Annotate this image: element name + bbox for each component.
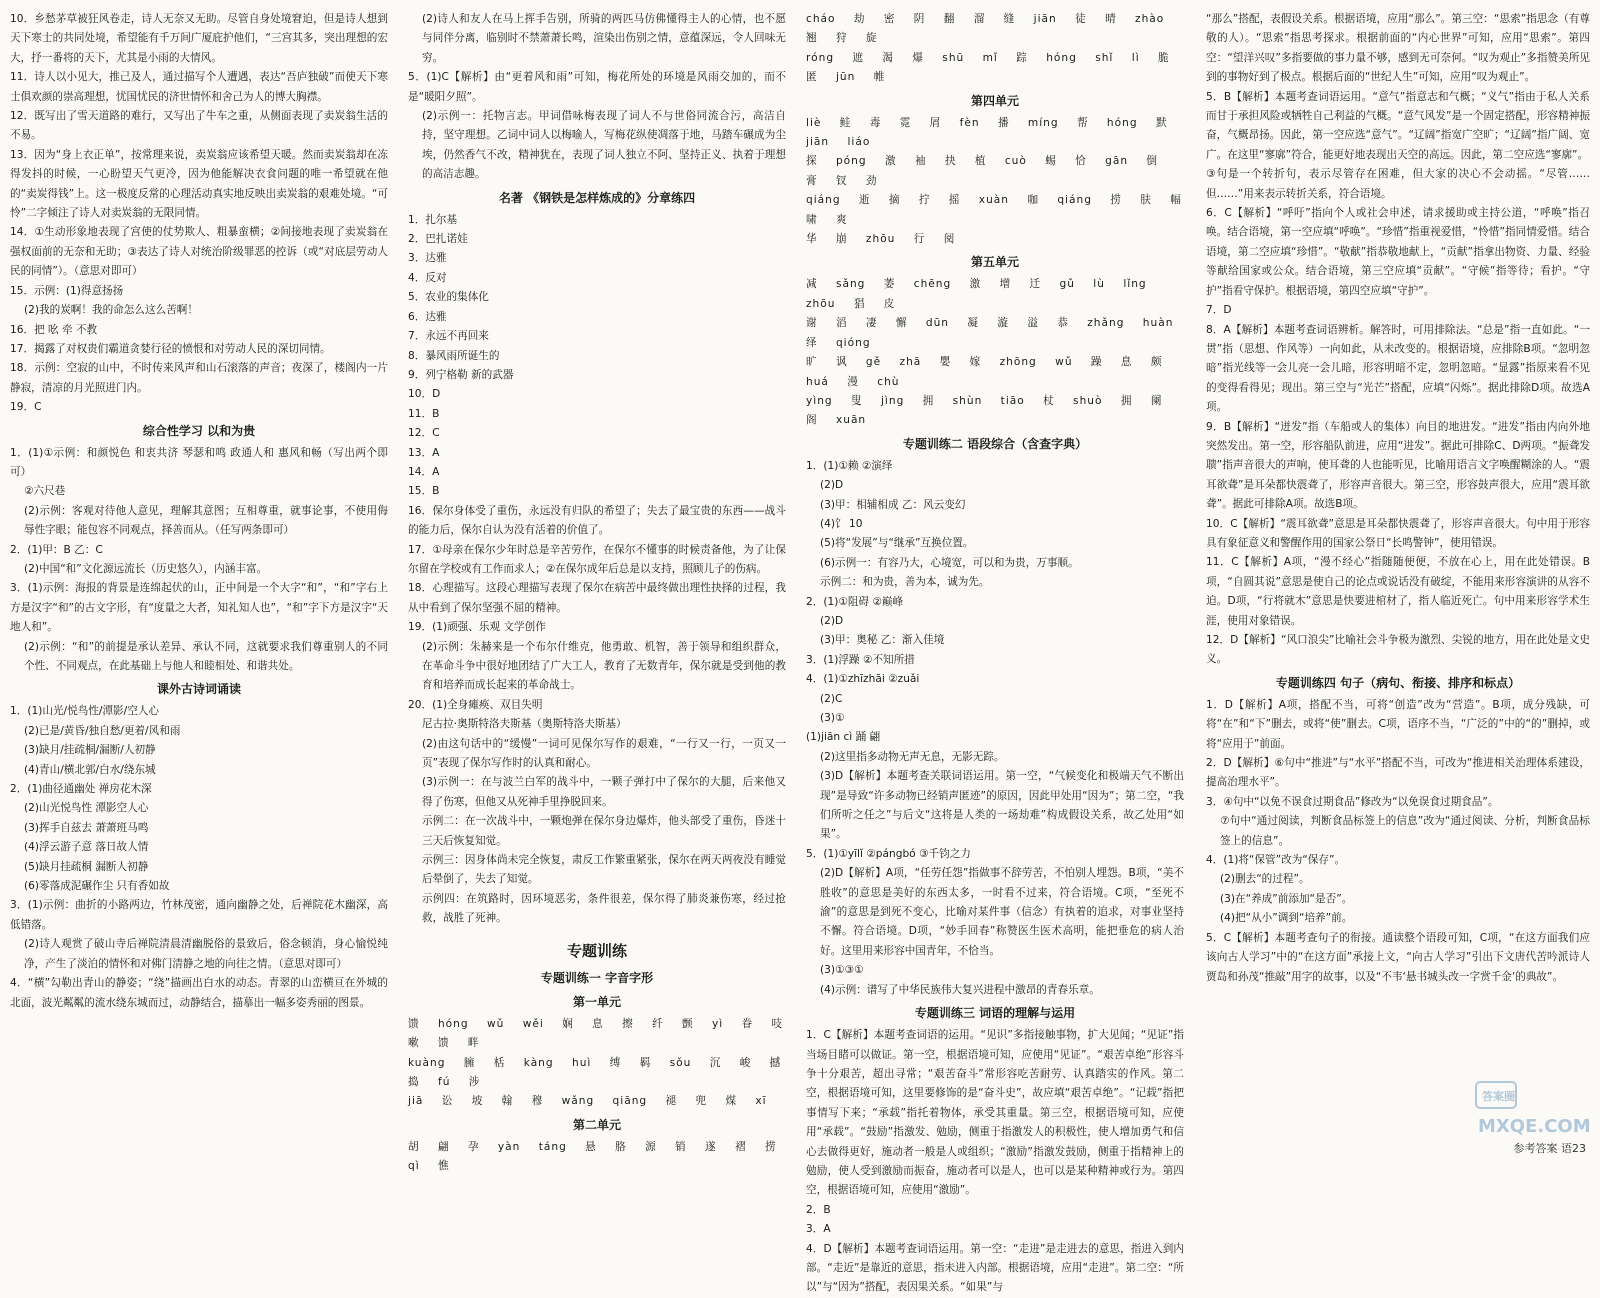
answer-item: (6)示例一：有容乃大，心境宽，可以和为贵，万事顺。 [820, 556, 1079, 569]
answer-item: 3．A [806, 1223, 831, 1236]
answer-item: (2)示例：朱赫来是一个布尔什维克，他勇敢、机智，善于领导和组织群众，在革命斗争中很好地团结了广大工人，教育了无数青年，保尔就是受到他的教育和培养而成长起来的革命战士。 [422, 640, 786, 692]
answer-item: 16．把 吆 牵 不教 [10, 323, 98, 336]
pinyin-line: 谢 滔 凄 懈 dūn 凝 漩 溢 恭 zhǎng huàn 绎 qióng [806, 317, 1174, 349]
answer-item: 4．“横”勾勒出青山的静姿；“绕”描画出白水的动态。青翠的山峦横亘在外城的北面，波光粼粼的流水绕东城而过，动静结合，描摹出一幅多姿秀丽的图景。 [10, 977, 388, 1009]
answer-item: (3)甲：奥秘 乙：渐入佳境 [820, 634, 945, 647]
answer-item: (3)在“养成”前添加“是否”。 [1220, 892, 1353, 905]
answer-item: 示例三：因身体尚未完全恢复，肃反工作繁重紧张，保尔在两天两夜没有睡觉后晕倒了，失去了知觉。 [422, 854, 786, 886]
column-4 [1206, 10, 1590, 1140]
answer-item: 19．(1)顽强、乐观 文学创作 [408, 621, 546, 634]
answer-item: 1．(1)①示例：和颜悦色 和衷共济 琴瑟和鸣 政通人和 惠风和畅（写出两个即可） [10, 446, 388, 478]
pinyin-line: 旷 讽 gě zhā 嬰 嫁 zhōng wǔ 躁 息 颇 huá 漫 chù [806, 356, 1163, 388]
answer-item: 17．揭露了对权贵们霸道贪婪行径的愤恨和对劳动人民的深切同情。 [10, 342, 331, 355]
answer-item: (2)已是/黄昏/独自愁/更着/风和雨 [24, 724, 181, 737]
answer-item: 3．(1)示例：海报的背景是连绵起伏的山，正中间是一个大字“和”，“和”字右上方是汉字“和”的古文字形，有“度量之大者，知礼知人也”，“和”字下方是汉字“天地人和”。 [10, 582, 388, 634]
answer-item: (5)将“发展”与“继承”互换位置。 [820, 537, 974, 550]
answer-item: (6)零落成泥碾作尘 只有香如故 [24, 880, 170, 893]
answer-item: (5)缺月挂疏桐 漏断人初静 [24, 860, 149, 873]
answer-item: (3)D【解析】本题考查关联词语运用。第一空，“气候变化和极端天气不断出现”是导致“许多动物已经销声匿迹”的原因，因此甲处用“因为”；第二空，“我们所听之任之”与后文“这将是人类的一场劫难”构成假设关系，故乙处用“如果”。 [820, 770, 1184, 841]
section-heading: 第五单元 [970, 255, 1019, 270]
pinyin-line: 华 崩 zhōu 行 阅 [806, 233, 956, 246]
answer-item: (2)中国“和”文化源远流长（历史悠久），内涵丰富。 [24, 562, 268, 575]
answer-item: 12．D【解析】“风口浪尖”比喻社会斗争极为激烈、尖锐的地方，用在此处是文史义。 [1206, 634, 1590, 666]
answer-item: 2．D【解析】⑥句中“推进”与“水平”搭配不当，可改为“推进相关治理体系建设，提高治理水平”。 [1206, 757, 1590, 789]
answer-item: 18．示例：空寂的山中，不时传来风声和山石滚落的声音；夜深了，楼阁内一片静寂，清凉的月光照进门内。 [10, 362, 388, 394]
answer-item: (4)把“从小”调到“培养”前。 [1220, 912, 1353, 925]
answer-item: 2．B [806, 1203, 831, 1216]
watermark-logo [1474, 1080, 1591, 1140]
answer-item: 10．D [408, 388, 441, 401]
section-heading: 课外古诗词诵读 [156, 682, 241, 697]
answer-item: (4)浮云游子意 落日故人情 [24, 841, 149, 854]
answer-item: 4．(1)①zhīzhāi ②zuǎi [806, 673, 920, 686]
section-heading: 第二单元 [572, 1117, 621, 1132]
answer-item: 13．因为“身上衣正单”，按常理来说，卖炭翁应该希望天暖。然而卖炭翁却在冻得发抖的时候，一心盼望天气更冷，因为他能解决衣食问题的唯一希望就在他的“卖炭得钱”上。这一极度反常的心理活动真实地反映出卖炭翁的艰难处境。“可怜”二字倾注了诗人对卖炭翁的无限同情。 [10, 148, 388, 220]
answer-item: 1．扎尔基 [408, 213, 458, 226]
column-3 [806, 10, 1184, 1294]
pinyin-line: 减 sǎng 萎 chēng 激 增 迁 gǔ lù lǐng zhōu 猖 皮 [806, 278, 1147, 310]
pinyin-line: 馈 hóng wǔ wěi 娴 息 擦 纤 颤 yì 眷 吱 嗽 馈 畔 [408, 1017, 784, 1050]
answer-item: 5．农业的集体化 [408, 291, 489, 304]
page-number: 语23 [1561, 1141, 1586, 1155]
answer-item: 示例二：和为贵，善为本，诚为先。 [820, 576, 990, 589]
answer-item: (3)①③① [820, 964, 864, 977]
answer-item: 2．(1)①阻碍 ②巅峰 [806, 595, 904, 608]
answer-item: “那么”搭配，表假设关系。根据语境，应用“那么”。第三空：“思索”指思念（有尊敬的人）。“思索”指思考探求。根据前面的“内心世界”可知，应用“思索”。第四空：“望洋兴叹”多指要做的事力量不够，感到无可奈何。“叹为观止”多指赞美所见到的事物好到了极点。根据后面的“世纪人生”可知，应用“叹为观止”。 [1206, 13, 1590, 84]
answer-item: (4)饣 10 [820, 517, 863, 530]
answer-item: 3．(1)浮躁 ②不知所措 [806, 653, 915, 666]
answer-item: 2．巴扎诺娃 [408, 233, 468, 246]
answer-item: (2)示例一：托物言志。甲词借咏梅表现了词人不与世俗同流合污，高洁自持，坚守理想。乙词中词人以梅喻人，写梅花纵使凋落于地，马踏车碾成为尘埃，仍然香气不改，精神犹在，表现了词人独立不阿、坚持正义、执着于理想的高洁志趣。 [422, 110, 786, 181]
answer-item: 14．A [408, 465, 440, 478]
answer-item: (2)我的炭啊！我的命怎么这么苦啊！ [24, 304, 198, 317]
answer-item: 7．永远不再回来 [408, 330, 489, 343]
answer-item: 20．(1)全身瘫痪、双目失明 [408, 698, 543, 711]
answer-item: (3)甲：相辅相成 乙：风云变幻 [820, 498, 966, 511]
answer-item: (1)jiān cì 踊 翩 [806, 731, 881, 744]
answer-item: 12．C [408, 427, 440, 440]
answer-item: 5．(1)①yīlǐ ②pángbó ③千钧之力 [806, 847, 971, 860]
column-1 [10, 10, 388, 1140]
answer-item: (4)示例：谱写了中华民族伟大复兴进程中激昂的青春乐章。 [820, 983, 1100, 996]
answer-item: 3．④句中“以免不误食过期食品”修改为“以免误食过期食品”。 [1206, 795, 1499, 808]
answer-item: (3)① [820, 712, 845, 724]
pinyin-line: 胡 翩 孕 yàn táng 悬 胳 源 销 遂 褶 捞 qì 憔 [408, 1140, 777, 1173]
answer-item: (2)C [820, 692, 843, 705]
section-heading: 专题训练二 语段综合（含查字典） [902, 436, 1088, 451]
answer-item: (2)D【解析】A项，“任劳任怨”指做事不辞劳苦，不怕别人埋怨。B项，“美不胜收”的意思是美好的东西太多，一时看不过来，符合语境。C项，“至死不渝”的意思是到死不变心，比喻对某件事（信念）有执着的追求，对事业坚持不懈。符合语境。D项，“妙手回春”称赞医生医术高明，能把垂危的病人治好。这里用来形容中国青年，不恰当。 [820, 867, 1184, 957]
answer-item: 4．反对 [408, 271, 447, 284]
answer-item: (4)青山/横北郭/白水/绕东城 [24, 763, 156, 776]
section-heading: 专题训练 [566, 941, 627, 960]
section-heading: 第一单元 [572, 994, 621, 1009]
answer-item: (2)示例：“和”的前提是承认差异、承认不同，这就要求我们尊重别人的不同个性、不同观点，在此基础上与他人和睦相处、和谐共处。 [24, 640, 388, 672]
answer-item: 1．(1)①赖 ②演绎 [806, 459, 893, 472]
answer-item: 2．(1)甲：B 乙：C [10, 543, 103, 556]
answer-item: 2．(1)曲径通幽处 禅房花木深 [10, 783, 152, 796]
answer-item: 19．C [10, 401, 42, 414]
watermark-sub: 答案圈 [1482, 1090, 1515, 1103]
pinyin-line: qiáng 逝 摘 拧 摇 xuàn 咖 qiáng 捞 肤 幅 啸 爽 [806, 194, 1182, 226]
answer-item: ②六尺巷 [24, 485, 66, 498]
answer-item: 3．达雅 [408, 252, 447, 265]
answer-item: 8．暴风雨所诞生的 [408, 349, 500, 362]
answer-item: 18．心理描写。这段心理描写表现了保尔在病苦中最终做出理性抉择的过程，我从中看到了保尔坚强不屈的精神。 [408, 582, 786, 614]
answer-item: ⑦句中“通过阅读，判断食品标签上的信息”改为“通过阅读、分析，判断食品标签上的信息”。 [1220, 815, 1590, 847]
answer-item: 13．A [408, 446, 440, 459]
section-heading: 专题训练三 词语的理解与运用 [914, 1006, 1076, 1021]
answer-item: (2)D [820, 614, 844, 627]
answer-item: 6．达雅 [408, 310, 447, 323]
answer-item: 10．C【解析】“震耳欲聋”意思是耳朵都快震聋了，形容声音很大。句中用于形容具有象征意义和警醒作用的国家公祭日“长鸣警钟”，使用错误。 [1206, 517, 1590, 549]
answer-item: (3)挥手自兹去 萧萧班马鸣 [24, 821, 149, 834]
answer-item: 7．D [1206, 304, 1232, 317]
section-heading: 名著 《钢铁是怎样炼成的》分章练四 [498, 190, 696, 205]
footer-label: 参考答案 [1513, 1141, 1558, 1155]
answer-item: (2)由这句话中的“缓慢”一词可见保尔写作的艰难，“一行又一行，一页又一页”表现了保尔写作时的认真和耐心。 [422, 737, 786, 770]
answer-item: ③句是一个转折句，表示尽管存在困难，但大家的决心不会动摇。“尽管……但……”用来表示转折关系，符合语境。 [1206, 168, 1590, 200]
answer-item: 示例二：在一次战斗中，一颗炮弹在保尔身边爆炸，他头部受了重伤，昏迷十三天后恢复知觉。 [422, 815, 786, 847]
pinyin-line: kuàng 臃 栝 kàng huì 缚 羁 sǒu 沉 峻 撼 捣 fú 涉 [408, 1056, 782, 1088]
answer-item: (2)这里指多动物无声无息，无影无踪。 [820, 750, 1005, 763]
answer-item: 5．C【解析】本题考查句子的衔接。通读整个语段可知，C项，“在这方面我们应该向古人学习”中的“在这方面”承接上文，“向古人学习”引出下文唐代苦吟派诗人贾岛和孙茂“推敲”用字的故事，以及“不韦‘悬书城头改一字赏千金’的典故”。 [1206, 931, 1590, 983]
answer-item: 1．D【解析】A项，搭配不当，可将“创造”改为“营造”。B项，成分残缺，可将“在”和“下”删去，或将“使”删去。C项，语序不当，“广泛的”中的“的”删掉，或将“应用于”前面。 [1206, 698, 1590, 750]
pinyin-line: liè 鲑 毒 霓 屑 fèn 播 míng 帮 hóng 默 jiān liáo [806, 116, 1168, 149]
answer-item: (2)山光悦鸟性 潭影空人心 [24, 802, 149, 815]
answer-item: (2)删去“的过程”。 [1220, 873, 1310, 886]
section-heading: 第四单元 [970, 93, 1019, 108]
answer-item: 16．保尔身体受了重伤，永远没有归队的希望了；失去了最宝贵的东西——战斗的能力后，保尔自认为没有活着的价值了。 [408, 504, 786, 537]
answer-item: 11．C【解析】A项，“漫不经心”指随随便便，不放在心上，用在此处错误。B项，“自圆其说”意思是使自己的论点或说话没有破绽，不能用来形容演讲的从容不迫。D项，“行将就木”意思是快要进棺材了，指人临近死亡。句中用来形容学术生涯，使用对象错误。 [1206, 556, 1590, 627]
page-footer [1514, 1139, 1587, 1158]
answer-item: (3)示例一：在与波兰白军的战斗中，一颗子弹打中了保尔的大腿，后来他又得了伤寒，但他又从死神手里挣脱回来。 [422, 776, 786, 808]
section-heading: 综合性学习 以和为贵 [142, 423, 256, 438]
answer-item: 5．(1)C【解析】由“更着风和雨”可知，梅花所处的环境是风雨交加的，而不是“暖阳夕照”。 [408, 71, 786, 103]
answer-item: (3)缺月/挂疏桐/漏断/人初静 [24, 744, 156, 757]
answer-item: 尼古拉·奥斯特洛夫斯基（奥斯特洛夫斯基） [422, 718, 627, 731]
answer-item: 8．A【解析】本题考查词语辨析。解答时，可用排除法。“总是”指一直如此。“一贯”指（思想、作风等）一向如此，从未改变的。根据语境，应排除B项。“忽明忽暗”指光线等一会儿亮一会儿暗，形容明暗不定，忽明忽暗。“显露”指原来看不见的变得看得见；现出。第三空与“光芒”搭配，应填“闪烁”。据此排除D项。故选A项。 [1206, 323, 1590, 414]
answer-item: 11．诗人以小见大，推己及人，通过描写个人遭遇，表达“吾庐独破”而使天下寒士俱欢颜的崇高理想，忧国忧民的济世情怀和舍己为人的博大胸襟。 [10, 71, 388, 103]
pinyin-line: yìng 叟 jìng 拥 shùn tiāo 杖 shuò 拥 阑 阁 xuān [806, 394, 1163, 427]
pinyin-line: róng 遮 渴 爆 shū mǐ 踪 hóng shǐ lì 脆 匿 jūn 帷 [806, 51, 1170, 84]
column-2 [408, 10, 786, 1173]
answer-item: 6．C【解析】“呼吁”指向个人或社会申述，请求援助或主持公道，“呼唤”指召唤。结合语境，第一空应填“呼唤”。“珍惜”指重视爱惜，“怜惜”指同情爱惜。结合语境，第二空应填“珍惜”。“敬献”指恭敬地献上，“贡献”指拿出物资、力量、经验等献给国家或公众。结合语境，第三空应填“贡献”。“守候”指等待；看护。“守护”指看守保护。根据语境，第四空应填“守护”。 [1206, 207, 1590, 297]
answer-item: 示例四：在筑路时，因环境恶劣，条件很差，保尔得了肺炎兼伤寒，经过抢救，战胜了死神。 [422, 892, 786, 925]
answer-item: 12．既写出了雪天道路的难行，又写出了牛车之重，从侧面表现了卖炭翁生活的不易。 [10, 110, 388, 142]
watermark-text: MXQE.COM [1478, 1116, 1591, 1137]
answer-item: 1．(1)山光/悦鸟性/潭影/空人心 [10, 705, 159, 718]
answer-item: 1．C【解析】本题考查词语的运用。“见识”多指接触事物，扩大见闻；“见证”指当场目睹可以做证。第一空，根据语境可知，应使用“见证”。“艰苦卓绝”形容斗争十分艰苦，超出寻常；“艰苦奋斗”常形容吃苦耐劳、认真踏实的作风。第二空，根据语境可知，这里要修饰的是“奋斗史”，故应填“艰苦卓绝”。“记载”指把事情写下来；“承载”指托着物体，承受其重量。第三空，根据语境可知，应使用“承载”。“鼓励”指激发、勉励，侧重于指激发人的积极性，使人增加勇气和信心去做得更好，施动者一般是人或组织；“激励”指激发鼓励，侧重于指精神上的勉励，使人受到激励而振奋，施动者可以是人，也可以是某种精神或行为。第四空，根据语境可知，应使用“激励”。 [806, 1029, 1184, 1197]
section-heading: 专题训练四 句子（病句、衔接、排序和标点） [1275, 675, 1521, 690]
answer-item: 3．(1)示例：曲折的小路两边，竹林茂密，通向幽静之处，后禅院花木幽深，高低错落。 [10, 899, 388, 931]
section-heading: 专题训练一 字音字形 [540, 970, 654, 985]
answer-item: 11．B [408, 407, 440, 420]
answer-item: (2)诗人观赏了破山寺后禅院清晨清幽脱俗的景致后，俗念顿消，身心愉悦纯净，产生了淡泊的情怀和对佛门清静之地的向往之情。（意思对即可） [24, 938, 388, 970]
answer-item: (2)诗人和友人在马上挥手告别，所骑的两匹马仿佛懂得主人的心情，也不愿与同伴分离，临别时不禁萧萧长鸣，渲染出伤别之情，意蕴深远，令人回味无穷。 [422, 13, 786, 64]
answer-item: 5．B【解析】本题考查词语运用。“意气”指意志和气概；“义气”指由于私人关系而甘于承担风险或牺牲自己利益的气概。“意气风发”是一个固定搭配，形容精神振奋，气概昂扬。因此，第一空应选“意气”。“辽阔”指宽广空旷；“辽阔”指广阔、宽广。在这里“寥廓”符合，能更好地表现出天空的高远。因此，第二空应选“寥廓”。 [1206, 90, 1590, 161]
pinyin-line: jiā 讼 坡 翰 穆 wǎng qiāng 褪 兜 煤 xī [408, 1095, 767, 1108]
answer-item: 4．(1)将“保管”改为“保存”。 [1206, 854, 1346, 867]
answer-item: (2)D [820, 479, 844, 492]
pinyin-line: cháo 劫 密 阴 翻 溜 缝 jiān 徒 晴 zhào 翘 狩 旋 [806, 13, 1165, 45]
answer-item: (2)示例：客观对待他人意见，理解其意图；互相尊重，就事论事，不使用侮辱性字眼；能包容不同观点，择善而从。（任写两条即可） [24, 504, 388, 537]
answer-item: 17．①母亲在保尔少年时总是辛苦劳作，在保尔不懂事的时候责备他，为了让保尔留在学校或有工作而求人；②在保尔成年后总是以支持，照顾儿子的伤病。 [408, 543, 786, 575]
pinyin-line: 探 póng 激 袖 抉 植 cuò 蜴 恰 gān 倒 膏 钗 劲 [806, 155, 1159, 187]
answer-item: 10．乡愁茅草被狂风卷走，诗人无奈又无助。尽管自身处境窘迫，但是诗人想到天下寒士的共同处境，希望能有千万间广厦庇护他们，“三宫其多，突出理想的宏大，抒一番将的天下，尤其是小雨的大情风。 [10, 13, 388, 64]
answer-item: 15．B [408, 485, 440, 498]
answer-item: 14．①生动形象地表现了宫使的仗势欺人、粗暴蛮横；②间接地表现了卖炭翁在强权面前的无奈和无助；③表达了诗人对统治阶级罪恶的控诉（或“对底层劳动人民的同情”）。（意思对即可） [10, 226, 388, 278]
answer-item: 9．列宁格勒 新的武器 [408, 368, 514, 381]
answer-item: 15．示例：(1)得意扬扬 [10, 284, 124, 297]
answer-item: 9．B【解析】“迸发”指（车船或人的集体）向目的地进发。“进发”指由内向外地突然发出。第一空，形容船队前进，应用“进发”。据此可排除C、D两项。“振聋发聩”指声音很大的声响，使耳聋的人也能听见，比喻用语言文字唤醒糊涂的人。“震耳欲聋”是耳朵都快震聋了，形容声音很大。第三空，形容鼓声很大，应用“震耳欲聋”。据此可排除A项。故选B项。 [1206, 420, 1590, 511]
answer-item: 4．D【解析】本题考查词语运用。第一空：“走进”是走进去的意思，指进入到内部。“走近”是靠近的意思，指未进入内部。根据语境，应用“走进”。第二空：“所以”与“因为”搭配，表因果关系。“如果”与 [806, 1242, 1184, 1294]
